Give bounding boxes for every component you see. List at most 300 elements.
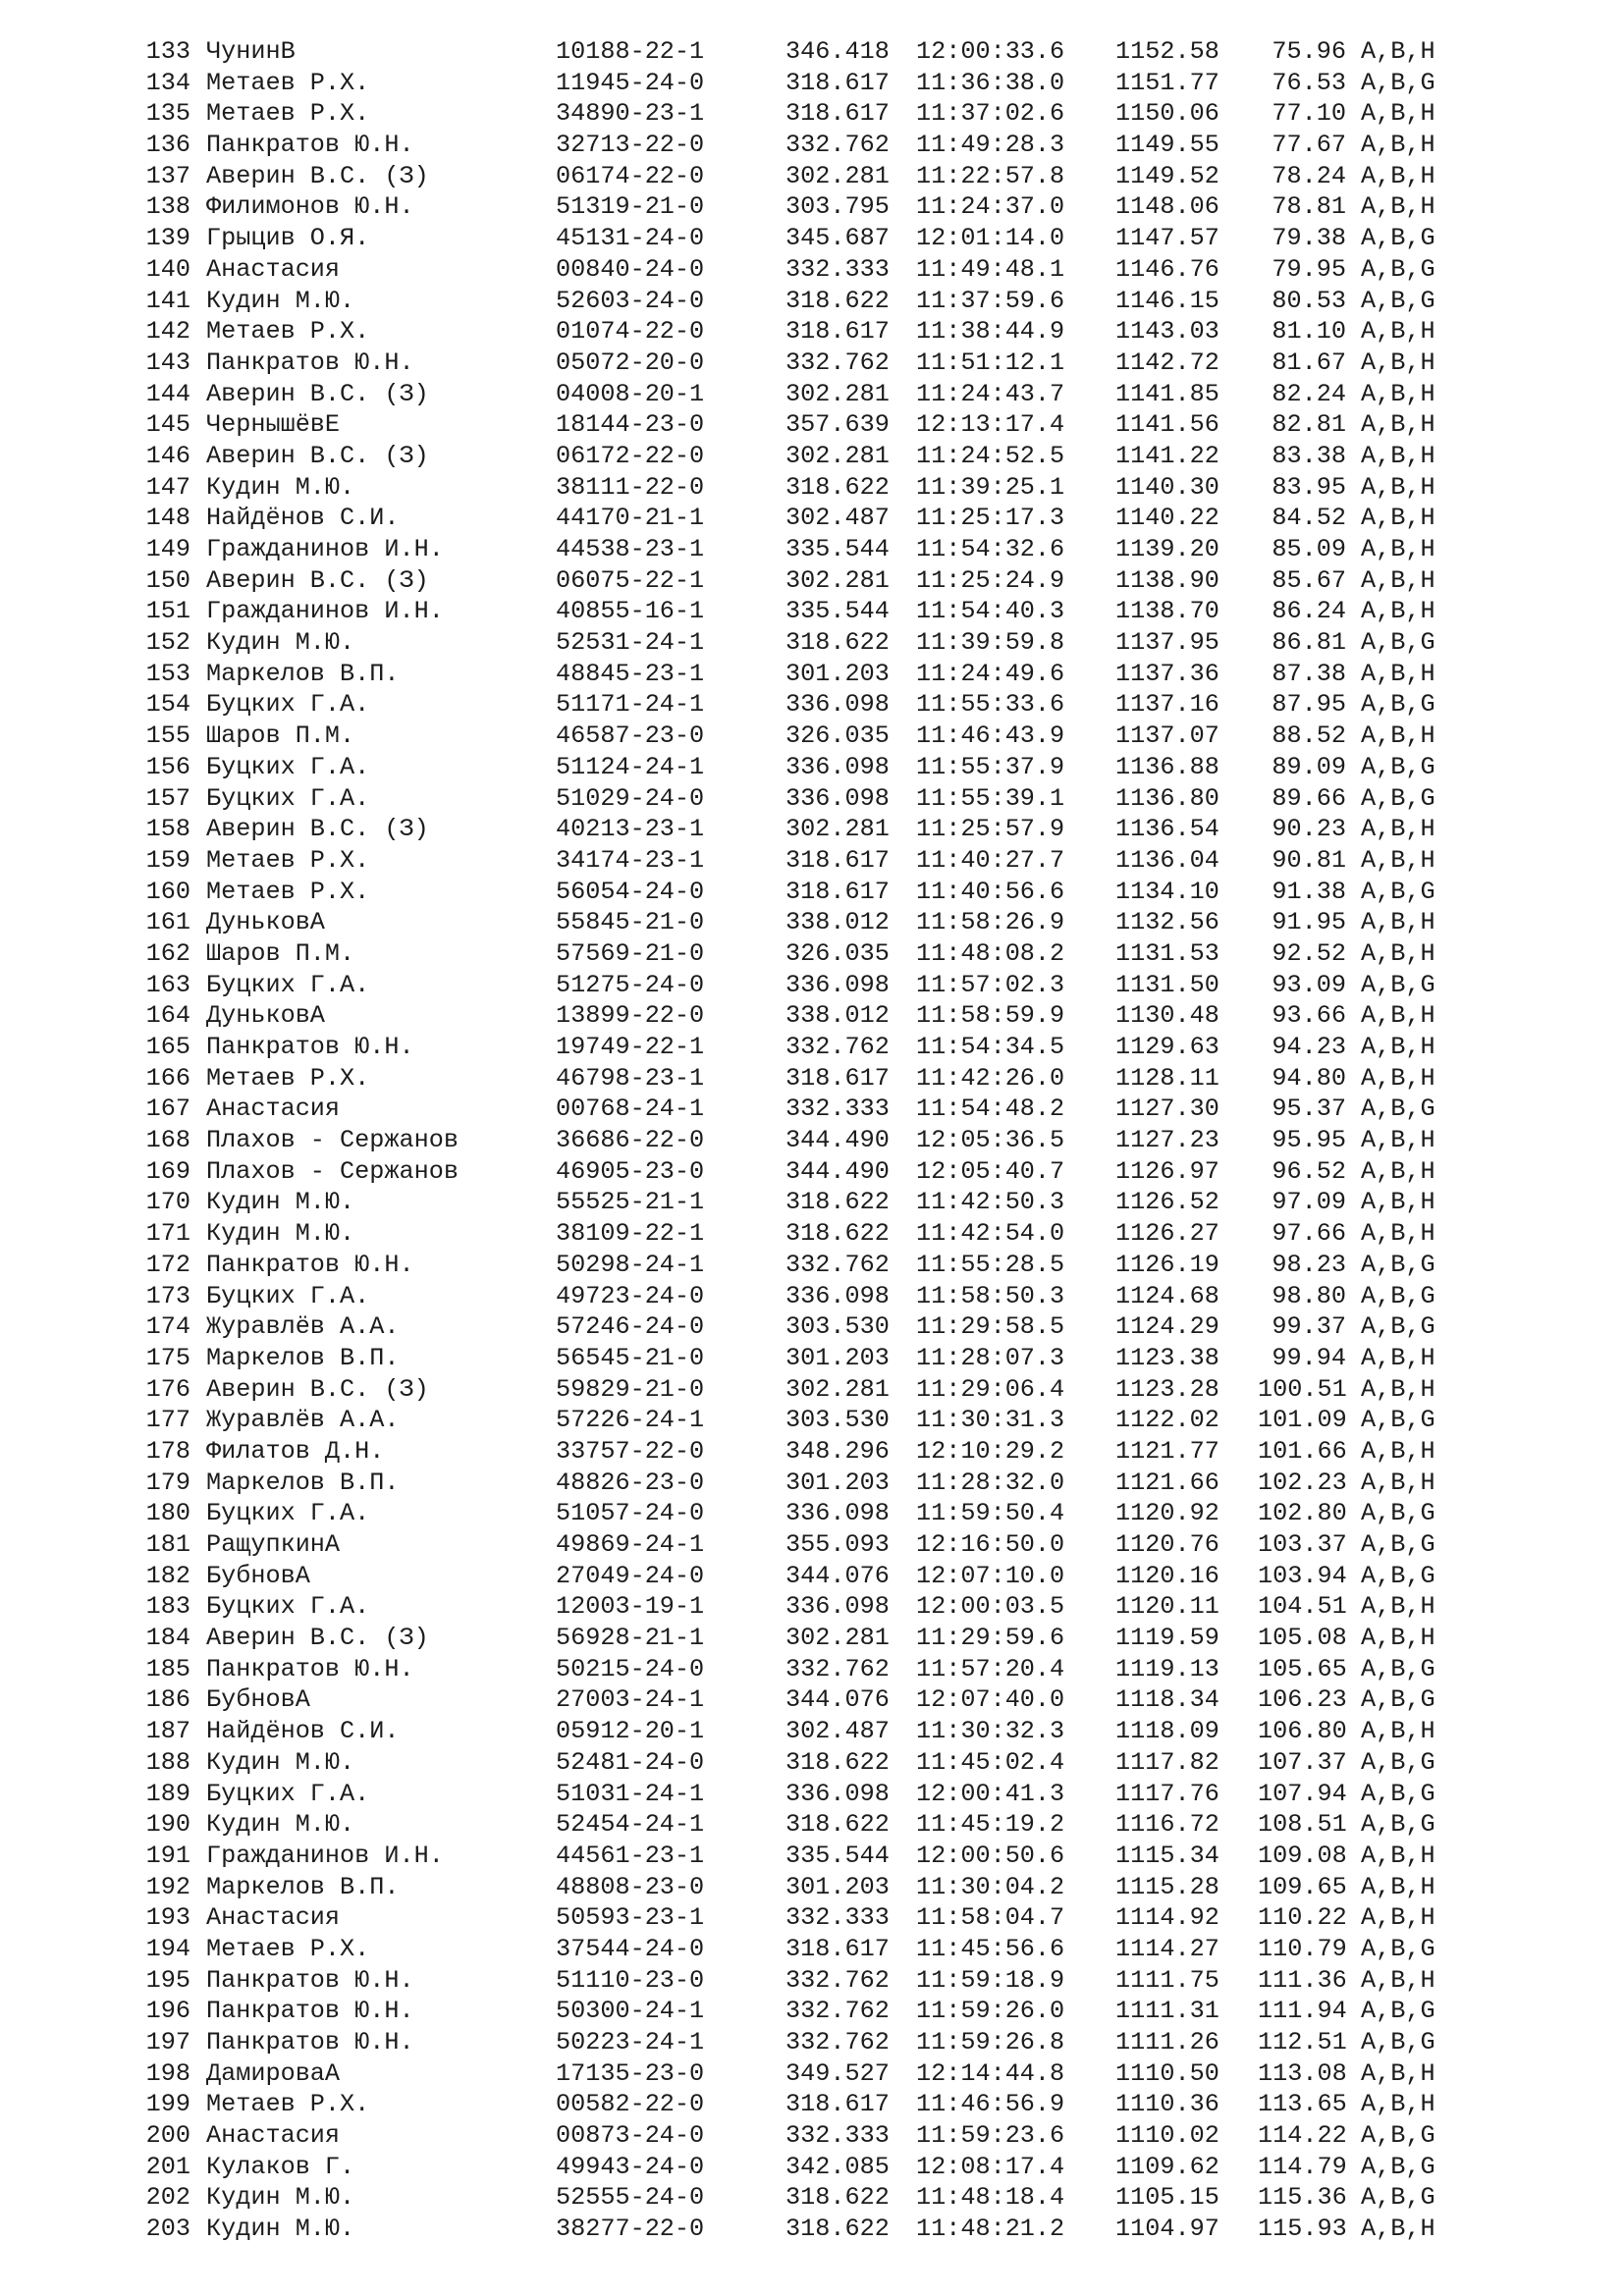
arrival-time-cell: 11:25:17.3 — [916, 504, 1065, 533]
rank-cell: 191 — [145, 1841, 190, 1870]
arrival-time-cell: 11:25:57.9 — [916, 815, 1065, 844]
points-cell: 90.81 — [1272, 845, 1346, 875]
arrival-time-cell: 11:58:26.9 — [916, 908, 1065, 937]
name-cell: Метаев Р.Х. — [206, 845, 370, 875]
classes-cell: A,B,G — [1361, 224, 1435, 253]
speed-cell: 1119.13 — [1115, 1654, 1219, 1683]
arrival-time-cell: 11:39:59.8 — [916, 628, 1065, 658]
rank-cell: 156 — [145, 752, 190, 781]
rank-cell: 180 — [145, 1499, 190, 1528]
classes-cell: A,B,H — [1361, 938, 1435, 968]
distance-cell: 338.012 — [785, 1001, 890, 1031]
arrival-time-cell: 11:58:50.3 — [916, 1281, 1065, 1310]
rank-cell: 154 — [145, 690, 190, 720]
speed-cell: 1111.75 — [1115, 1965, 1219, 1995]
classes-cell: A,B,H — [1361, 2090, 1435, 2119]
points-cell: 78.81 — [1272, 192, 1346, 222]
result-row — [143, 1654, 1518, 1685]
arrival-time-cell: 11:45:19.2 — [916, 1810, 1065, 1840]
points-cell: 83.38 — [1272, 441, 1346, 470]
name-cell: Метаев Р.Х. — [206, 1934, 370, 1963]
points-cell: 79.38 — [1272, 224, 1346, 253]
rank-cell: 143 — [145, 347, 190, 377]
name-cell: Гражданинов И.Н. — [206, 535, 444, 563]
result-row — [143, 2182, 1518, 2214]
rank-cell: 142 — [145, 317, 190, 347]
result-row — [143, 1498, 1518, 1529]
name-cell: Кудин М.Ю. — [206, 1747, 355, 1777]
rank-cell: 196 — [145, 1997, 190, 2026]
name-cell: Аверин В.С. (З) — [206, 379, 429, 408]
rank-cell: 203 — [145, 2215, 190, 2244]
distance-cell: 357.639 — [785, 410, 890, 440]
arrival-time-cell: 12:14:44.8 — [916, 2058, 1065, 2088]
classes-cell: A,B,G — [1361, 1779, 1435, 1808]
classes-cell: A,B,H — [1361, 347, 1435, 377]
result-row — [143, 254, 1518, 286]
ring-number-cell: 51031-24-1 — [556, 1779, 705, 1808]
points-cell: 108.51 — [1258, 1810, 1347, 1840]
name-cell: Филатов Д.Н. — [206, 1436, 385, 1466]
distance-cell: 336.098 — [785, 1499, 890, 1528]
result-row — [143, 845, 1518, 877]
arrival-time-cell: 11:38:44.9 — [916, 317, 1065, 347]
result-row — [143, 689, 1518, 721]
result-row — [143, 877, 1518, 908]
ring-number-cell: 00840-24-0 — [556, 254, 705, 284]
arrival-time-cell: 12:08:17.4 — [916, 2152, 1065, 2181]
rank-cell: 190 — [145, 1810, 190, 1840]
ring-number-cell: 50215-24-0 — [556, 1654, 705, 1683]
ring-number-cell: 56545-21-0 — [556, 1343, 705, 1372]
arrival-time-cell: 12:16:50.0 — [916, 1530, 1065, 1559]
rank-cell: 189 — [145, 1779, 190, 1808]
result-row — [143, 1716, 1518, 1747]
points-cell: 94.23 — [1272, 1033, 1346, 1061]
result-row — [143, 1000, 1518, 1032]
speed-cell: 1149.52 — [1115, 161, 1219, 190]
distance-cell: 303.530 — [785, 1406, 890, 1435]
speed-cell: 1138.70 — [1115, 597, 1219, 626]
ring-number-cell: 52531-24-1 — [556, 628, 705, 658]
points-cell: 115.93 — [1258, 2215, 1347, 2244]
name-cell: Метаев Р.Х. — [206, 1063, 370, 1093]
name-cell: Журавлёв А.А. — [206, 1312, 400, 1342]
speed-cell: 1141.56 — [1115, 410, 1219, 440]
distance-cell: 332.762 — [785, 131, 890, 160]
arrival-time-cell: 11:59:50.4 — [916, 1499, 1065, 1528]
arrival-time-cell: 12:07:40.0 — [916, 1685, 1065, 1715]
ring-number-cell: 04008-20-1 — [556, 379, 705, 408]
arrival-time-cell: 11:59:18.9 — [916, 1965, 1065, 1995]
distance-cell: 302.281 — [785, 441, 890, 470]
speed-cell: 1150.06 — [1115, 99, 1219, 129]
distance-cell: 318.622 — [785, 1188, 890, 1217]
name-cell: Панкратов Ю.Н. — [206, 131, 414, 160]
ring-number-cell: 49869-24-1 — [556, 1530, 705, 1559]
ring-number-cell: 48826-23-0 — [556, 1468, 705, 1497]
speed-cell: 1119.59 — [1115, 1624, 1219, 1653]
classes-cell: A,B,H — [1361, 659, 1435, 688]
distance-cell: 318.617 — [785, 99, 890, 129]
ring-number-cell: 00873-24-0 — [556, 2121, 705, 2151]
distance-cell: 344.076 — [785, 1561, 890, 1590]
classes-cell: A,B,G — [1361, 970, 1435, 999]
name-cell: Буцких Г.А. — [206, 1281, 370, 1310]
arrival-time-cell: 11:58:04.7 — [916, 1903, 1065, 1933]
name-cell: Найдёнов С.И. — [206, 504, 400, 533]
ring-number-cell: 00582-22-0 — [556, 2090, 705, 2119]
ring-number-cell: 49723-24-0 — [556, 1281, 705, 1310]
arrival-time-cell: 12:07:10.0 — [916, 1561, 1065, 1590]
result-row — [143, 1872, 1518, 1903]
result-row — [143, 347, 1518, 379]
rank-cell: 173 — [145, 1281, 190, 1310]
points-cell: 106.23 — [1258, 1685, 1347, 1715]
classes-cell: A,B,H — [1361, 908, 1435, 937]
distance-cell: 301.203 — [785, 1872, 890, 1901]
distance-cell: 318.622 — [785, 286, 890, 315]
arrival-time-cell: 12:01:14.0 — [916, 224, 1065, 253]
name-cell: Буцких Г.А. — [206, 690, 370, 720]
arrival-time-cell: 11:22:57.8 — [916, 161, 1065, 190]
classes-cell: A,B,H — [1361, 845, 1435, 875]
speed-cell: 1121.77 — [1115, 1436, 1219, 1466]
points-cell: 105.08 — [1258, 1624, 1347, 1653]
speed-cell: 1132.56 — [1115, 908, 1219, 937]
ring-number-cell: 52603-24-0 — [556, 286, 705, 315]
arrival-time-cell: 11:40:56.6 — [916, 877, 1065, 906]
points-cell: 102.80 — [1258, 1499, 1347, 1528]
result-row — [143, 130, 1518, 161]
classes-cell: A,B,H — [1361, 2058, 1435, 2088]
distance-cell: 318.622 — [785, 2215, 890, 2244]
classes-cell: A,B,H — [1361, 597, 1435, 626]
classes-cell: A,B,H — [1361, 192, 1435, 222]
name-cell: Анастасия — [206, 2121, 341, 2151]
arrival-time-cell: 12:00:03.5 — [916, 1592, 1065, 1622]
ring-number-cell: 12003-19-1 — [556, 1592, 705, 1622]
distance-cell: 342.085 — [785, 2152, 890, 2181]
result-row — [143, 659, 1518, 690]
name-cell: Шаров П.М. — [206, 938, 355, 968]
ring-number-cell: 56928-21-1 — [556, 1624, 705, 1653]
distance-cell: 318.622 — [785, 1747, 890, 1777]
ring-number-cell: 36686-22-0 — [556, 1126, 705, 1155]
points-cell: 89.66 — [1272, 783, 1346, 813]
speed-cell: 1117.82 — [1115, 1747, 1219, 1777]
ring-number-cell: 38111-22-0 — [556, 472, 705, 502]
ring-number-cell: 00768-24-1 — [556, 1095, 705, 1124]
ring-number-cell: 05912-20-1 — [556, 1717, 705, 1746]
speed-cell: 1141.85 — [1115, 379, 1219, 408]
result-row — [143, 1809, 1518, 1841]
speed-cell: 1128.11 — [1115, 1063, 1219, 1093]
arrival-time-cell: 11:24:37.0 — [916, 192, 1065, 222]
name-cell: Плахов - Сержанов — [206, 1126, 459, 1155]
speed-cell: 1126.27 — [1115, 1219, 1219, 1249]
classes-cell: A,B,H — [1361, 1624, 1435, 1653]
rank-cell: 178 — [145, 1436, 190, 1466]
arrival-time-cell: 11:59:23.6 — [916, 2121, 1065, 2151]
classes-cell: A,B,H — [1361, 99, 1435, 129]
rank-cell: 176 — [145, 1374, 190, 1404]
name-cell: Панкратов Ю.Н. — [206, 2028, 414, 2056]
points-cell: 113.08 — [1258, 2058, 1347, 2088]
distance-cell: 349.527 — [785, 2058, 890, 2088]
result-row — [143, 409, 1518, 441]
arrival-time-cell: 12:00:33.6 — [916, 37, 1065, 66]
name-cell: Метаев Р.Х. — [206, 317, 370, 347]
ring-number-cell: 27003-24-1 — [556, 1685, 705, 1715]
distance-cell: 332.762 — [785, 1965, 890, 1995]
classes-cell: A,B,H — [1361, 1156, 1435, 1186]
points-cell: 93.09 — [1272, 970, 1346, 999]
ring-number-cell: 51171-24-1 — [556, 690, 705, 720]
points-cell: 114.22 — [1258, 2121, 1347, 2151]
rank-cell: 144 — [145, 379, 190, 408]
result-row — [143, 1125, 1518, 1156]
classes-cell: A,B,G — [1361, 254, 1435, 284]
points-cell: 110.79 — [1258, 1934, 1347, 1963]
rank-cell: 168 — [145, 1126, 190, 1155]
classes-cell: A,B,G — [1361, 877, 1435, 906]
points-cell: 97.09 — [1272, 1188, 1346, 1217]
result-row — [143, 565, 1518, 597]
name-cell: Плахов - Сержанов — [206, 1156, 459, 1186]
ring-number-cell: 48845-23-1 — [556, 659, 705, 688]
ring-number-cell: 34890-23-1 — [556, 99, 705, 129]
distance-cell: 332.762 — [785, 1997, 890, 2026]
result-row — [143, 286, 1518, 317]
rank-cell: 170 — [145, 1188, 190, 1217]
rank-cell: 169 — [145, 1156, 190, 1186]
points-cell: 103.94 — [1258, 1561, 1347, 1590]
distance-cell: 332.762 — [785, 1654, 890, 1683]
result-row — [143, 503, 1518, 534]
speed-cell: 1126.52 — [1115, 1188, 1219, 1217]
distance-cell: 348.296 — [785, 1436, 890, 1466]
speed-cell: 1138.90 — [1115, 565, 1219, 595]
speed-cell: 1129.63 — [1115, 1033, 1219, 1061]
arrival-time-cell: 12:05:40.7 — [916, 1156, 1065, 1186]
speed-cell: 1142.72 — [1115, 347, 1219, 377]
speed-cell: 1140.30 — [1115, 472, 1219, 502]
rank-cell: 166 — [145, 1063, 190, 1093]
classes-cell: A,B,H — [1361, 317, 1435, 347]
distance-cell: 303.795 — [785, 192, 890, 222]
rank-cell: 153 — [145, 659, 190, 688]
result-row — [143, 534, 1518, 565]
classes-cell: A,B,H — [1361, 815, 1435, 844]
speed-cell: 1149.55 — [1115, 131, 1219, 160]
classes-cell: A,B,G — [1361, 286, 1435, 315]
rank-cell: 188 — [145, 1747, 190, 1777]
points-cell: 115.36 — [1258, 2183, 1347, 2213]
result-row — [143, 1281, 1518, 1312]
speed-cell: 1118.09 — [1115, 1717, 1219, 1746]
name-cell: Буцких Г.А. — [206, 1779, 370, 1808]
name-cell: Аверин В.С. (З) — [206, 1624, 429, 1653]
rank-cell: 202 — [145, 2183, 190, 2213]
results-list — [143, 36, 1518, 2245]
ring-number-cell: 27049-24-0 — [556, 1561, 705, 1590]
speed-cell: 1127.30 — [1115, 1095, 1219, 1124]
ring-number-cell: 06075-22-1 — [556, 565, 705, 595]
result-row — [143, 223, 1518, 254]
result-row — [143, 2089, 1518, 2120]
speed-cell: 1134.10 — [1115, 877, 1219, 906]
ring-number-cell: 59829-21-0 — [556, 1374, 705, 1404]
result-row — [143, 938, 1518, 970]
distance-cell: 318.617 — [785, 845, 890, 875]
ring-number-cell: 45131-24-0 — [556, 224, 705, 253]
distance-cell: 332.762 — [785, 1033, 890, 1061]
name-cell: Анастасия — [206, 1095, 341, 1124]
arrival-time-cell: 11:54:48.2 — [916, 1095, 1065, 1124]
name-cell: Панкратов Ю.Н. — [206, 1965, 414, 1995]
rank-cell: 162 — [145, 938, 190, 968]
arrival-time-cell: 11:24:49.6 — [916, 659, 1065, 688]
ring-number-cell: 11945-24-0 — [556, 68, 705, 97]
name-cell: Метаев Р.Х. — [206, 2090, 370, 2119]
arrival-time-cell: 11:29:06.4 — [916, 1374, 1065, 1404]
distance-cell: 332.762 — [785, 347, 890, 377]
arrival-time-cell: 11:29:59.6 — [916, 1624, 1065, 1653]
classes-cell: A,B,H — [1361, 37, 1435, 66]
rank-cell: 192 — [145, 1872, 190, 1901]
speed-cell: 1120.11 — [1115, 1592, 1219, 1622]
ring-number-cell: 46798-23-1 — [556, 1063, 705, 1093]
distance-cell: 344.076 — [785, 1685, 890, 1715]
name-cell: Аверин В.С. (З) — [206, 565, 429, 595]
name-cell: Панкратов Ю.Н. — [206, 1997, 414, 2026]
result-row — [143, 1436, 1518, 1468]
points-cell: 95.37 — [1272, 1095, 1346, 1124]
rank-cell: 145 — [145, 410, 190, 440]
points-cell: 99.37 — [1272, 1312, 1346, 1342]
distance-cell: 318.617 — [785, 317, 890, 347]
ring-number-cell: 40855-16-1 — [556, 597, 705, 626]
ring-number-cell: 38109-22-1 — [556, 1219, 705, 1249]
speed-cell: 1141.22 — [1115, 441, 1219, 470]
distance-cell: 335.544 — [785, 1841, 890, 1870]
rank-cell: 199 — [145, 2090, 190, 2119]
distance-cell: 346.418 — [785, 37, 890, 66]
classes-cell: A,B,H — [1361, 1592, 1435, 1622]
arrival-time-cell: 12:05:36.5 — [916, 1126, 1065, 1155]
result-row — [143, 1965, 1518, 1997]
name-cell: Журавлёв А.А. — [206, 1406, 400, 1435]
name-cell: Анастасия — [206, 254, 341, 284]
classes-cell: A,B,H — [1361, 565, 1435, 595]
classes-cell: A,B,G — [1361, 1654, 1435, 1683]
name-cell: Кудин М.Ю. — [206, 1810, 355, 1840]
name-cell: Шаров П.М. — [206, 721, 355, 751]
rank-cell: 174 — [145, 1312, 190, 1342]
speed-cell: 1130.48 — [1115, 1001, 1219, 1031]
name-cell: Буцких Г.А. — [206, 970, 370, 999]
distance-cell: 318.617 — [785, 2090, 890, 2119]
rank-cell: 163 — [145, 970, 190, 999]
name-cell: Маркелов В.П. — [206, 1468, 400, 1497]
speed-cell: 1114.92 — [1115, 1903, 1219, 1933]
speed-cell: 1110.50 — [1115, 2058, 1219, 2088]
classes-cell: A,B,H — [1361, 1903, 1435, 1933]
name-cell: Кудин М.Ю. — [206, 1219, 355, 1249]
classes-cell: A,B,G — [1361, 1810, 1435, 1840]
ring-number-cell: 55525-21-1 — [556, 1188, 705, 1217]
rank-cell: 184 — [145, 1624, 190, 1653]
speed-cell: 1122.02 — [1115, 1406, 1219, 1435]
distance-cell: 326.035 — [785, 721, 890, 751]
result-row — [143, 1902, 1518, 1934]
result-row — [143, 98, 1518, 130]
speed-cell: 1110.02 — [1115, 2121, 1219, 2151]
ring-number-cell: 50223-24-1 — [556, 2028, 705, 2056]
points-cell: 85.09 — [1272, 535, 1346, 563]
points-cell: 109.65 — [1258, 1872, 1347, 1901]
arrival-time-cell: 12:13:17.4 — [916, 410, 1065, 440]
result-row — [143, 1623, 1518, 1654]
distance-cell: 332.333 — [785, 2121, 890, 2151]
classes-cell: A,B,H — [1361, 1374, 1435, 1404]
distance-cell: 345.687 — [785, 224, 890, 253]
points-cell: 103.37 — [1258, 1530, 1347, 1559]
speed-cell: 1140.22 — [1115, 504, 1219, 533]
result-row — [143, 2120, 1518, 2152]
rank-cell: 200 — [145, 2121, 190, 2151]
distance-cell: 318.617 — [785, 1934, 890, 1963]
points-cell: 96.52 — [1272, 1156, 1346, 1186]
distance-cell: 302.487 — [785, 1717, 890, 1746]
rank-cell: 195 — [145, 1965, 190, 1995]
classes-cell: A,B,G — [1361, 1312, 1435, 1342]
rank-cell: 187 — [145, 1717, 190, 1746]
speed-cell: 1137.16 — [1115, 690, 1219, 720]
classes-cell: A,B,G — [1361, 2121, 1435, 2151]
name-cell: Панкратов Ю.Н. — [206, 1654, 414, 1683]
rank-cell: 133 — [145, 37, 190, 66]
result-row — [143, 1094, 1518, 1125]
points-cell: 80.53 — [1272, 286, 1346, 315]
ring-number-cell: 37544-24-0 — [556, 1934, 705, 1963]
arrival-time-cell: 11:40:27.7 — [916, 845, 1065, 875]
result-row — [143, 814, 1518, 845]
points-cell: 105.65 — [1258, 1654, 1347, 1683]
speed-cell: 1143.03 — [1115, 317, 1219, 347]
name-cell: ДуньковА — [206, 1001, 325, 1031]
distance-cell: 326.035 — [785, 938, 890, 968]
rank-cell: 179 — [145, 1468, 190, 1497]
points-cell: 75.96 — [1272, 37, 1346, 66]
result-row — [143, 2152, 1518, 2183]
classes-cell: A,B,G — [1361, 2183, 1435, 2213]
result-row — [143, 441, 1518, 472]
name-cell: Аверин В.С. (З) — [206, 161, 429, 190]
ring-number-cell: 06174-22-0 — [556, 161, 705, 190]
speed-cell: 1137.95 — [1115, 628, 1219, 658]
speed-cell: 1152.58 — [1115, 37, 1219, 66]
ring-number-cell: 01074-22-0 — [556, 317, 705, 347]
arrival-time-cell: 11:45:56.6 — [916, 1934, 1065, 1963]
rank-cell: 172 — [145, 1250, 190, 1279]
rank-cell: 134 — [145, 68, 190, 97]
name-cell: Панкратов Ю.Н. — [206, 347, 414, 377]
ring-number-cell: 50593-23-1 — [556, 1903, 705, 1933]
points-cell: 83.95 — [1272, 472, 1346, 502]
arrival-time-cell: 11:55:39.1 — [916, 783, 1065, 813]
